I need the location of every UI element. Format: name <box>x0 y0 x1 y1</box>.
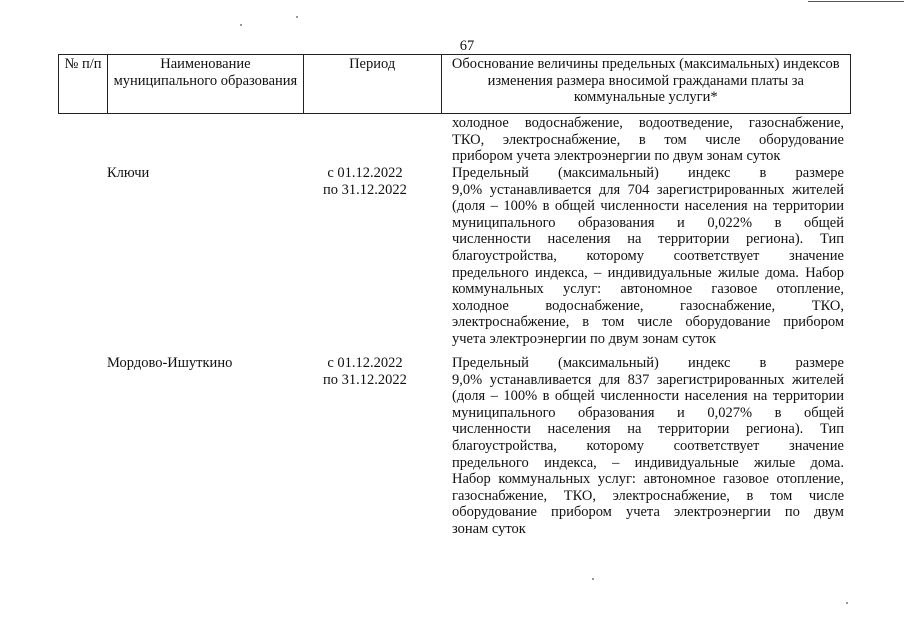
period-from: с 01.12.2022 <box>327 355 403 371</box>
scan-speck <box>296 16 298 18</box>
text-line: муниципального образования и 0,027% в общей <box>452 404 844 421</box>
text-line: Набор коммунальных услуг: автономное газовое отопление, <box>452 471 844 488</box>
text-line: (доля – 100% в общей численности населения на территории <box>452 198 844 215</box>
scan-speck <box>592 578 594 580</box>
row-period <box>300 355 430 388</box>
text-line: (доля – 100% в общей численности населения на территории <box>452 388 844 405</box>
text-line: электроснабжение, в том числе оборудование прибором <box>452 314 844 331</box>
text-line: численности населения на территории региона). Тип <box>452 421 844 438</box>
text-line: численности населения на территории региона). Тип <box>452 231 844 248</box>
text-line: Предельный (максимальный) индекс в размере <box>452 355 844 371</box>
period-to: по 31.12.2022 <box>323 371 407 388</box>
text-line: предельного индекса, – индивидуальные жилые дома. Набор <box>452 264 844 281</box>
row-name: Мордово-Ишуткино <box>107 355 233 371</box>
header-col-municipality: Наименование муниципального образования <box>108 55 304 114</box>
row-basis-text <box>452 355 844 538</box>
text-line: 9,0% устанавливается для 837 зарегистрированных жителей <box>452 371 844 388</box>
text-line: учета электроэнергии по двум зонам суток <box>452 330 717 347</box>
text-line: прибором учета электроэнергии по двум зонам суток <box>452 148 781 165</box>
text-line: коммунальных услуг: автономное газовое отопление, <box>452 281 844 298</box>
scan-speck <box>846 602 848 604</box>
row-period <box>300 165 430 198</box>
text-line: благоустройства, которому соответствует значение <box>452 247 844 264</box>
continuation-text <box>452 115 844 165</box>
header-col-period: Период <box>303 55 441 114</box>
text-line: холодное водоснабжение, водоотведение, газоснабжение, <box>452 115 844 131</box>
text-line: муниципального образования и 0,022% в общей <box>452 214 844 231</box>
header-col-number: № п/п <box>59 55 108 114</box>
row-name: Ключи <box>107 165 150 181</box>
text-line: зонам суток <box>452 520 526 537</box>
period-from: с 01.12.2022 <box>327 165 403 181</box>
text-line: 9,0% устанавливается для 704 зарегистрированных жителей <box>452 181 844 198</box>
page-number: 67 <box>459 38 475 54</box>
text-line: Предельный (максимальный) индекс в размере <box>452 165 844 181</box>
scan-speck <box>240 24 242 26</box>
row-basis-text <box>452 165 844 348</box>
text-line: холодное водоснабжение, газоснабжение, ТКО, <box>452 297 844 314</box>
header-col-basis: Обоснование величины предельных (максимальных) индексов изменения размера вносимой гражданами платы за коммунальные услуги* <box>441 55 850 114</box>
table-header <box>58 54 851 114</box>
text-line: благоустройства, которому соответствует значение <box>452 437 844 454</box>
text-line: оборудование прибором учета электроэнергии по двум <box>452 504 844 521</box>
scan-edge-line <box>808 1 904 2</box>
text-line: газоснабжение, ТКО, электроснабжение, в том числе <box>452 487 844 504</box>
text-line: ТКО, электроснабжение, в том числе оборудование <box>452 131 844 148</box>
text-line: предельного индекса, – индивидуальные жилые дома. <box>452 454 844 471</box>
period-to: по 31.12.2022 <box>323 181 407 198</box>
